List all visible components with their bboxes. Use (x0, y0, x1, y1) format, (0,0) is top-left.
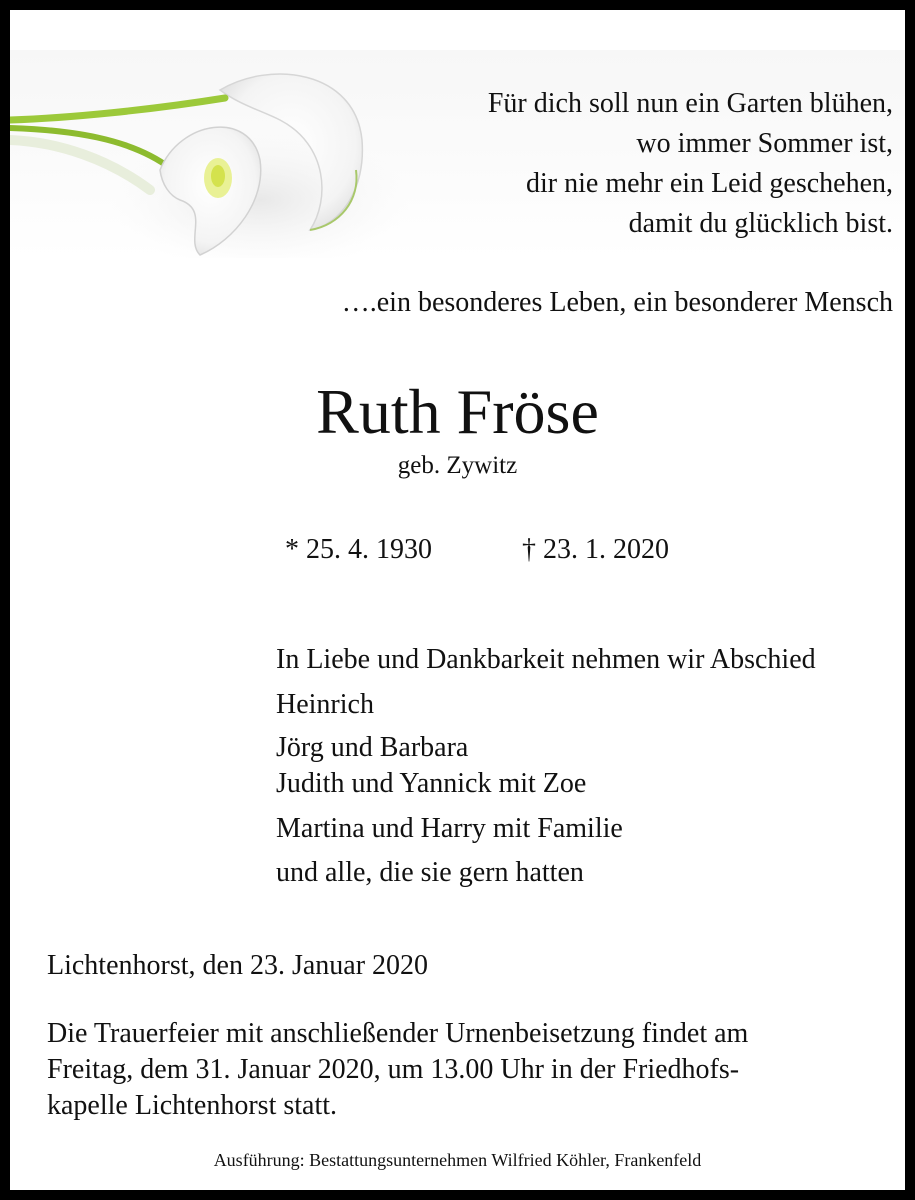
mourners-list (276, 640, 816, 892)
birth-date: * 25. 4. 1930 (285, 534, 432, 565)
funeral-service-info (47, 1016, 887, 1124)
undertaker-credit: Ausführung: Bestattungsunternehmen Wilfried Köhler, Frankenfeld (213, 1150, 702, 1170)
deceased-name: Ruth Fröse (316, 376, 599, 447)
maiden-name: geb. Zywitz (397, 452, 518, 479)
poem-line: damit du glücklich bist. (628, 208, 893, 239)
service-line: kapelle Lichtenhorst statt. (47, 1090, 338, 1121)
mourner: Heinrich (276, 689, 374, 720)
header-banner (10, 50, 905, 258)
poem-line: wo immer Sommer ist, (636, 128, 893, 159)
tagline: ….ein besonderes Leben, ein besonderer Mensch (341, 287, 893, 318)
farewell-intro: In Liebe und Dankbarkeit nehmen wir Abschied (276, 644, 816, 675)
calla-lily-icon (10, 50, 410, 258)
poem-line: Für dich soll nun ein Garten blühen, (487, 88, 893, 119)
place-and-date: Lichtenhorst, den 23. Januar 2020 (47, 950, 429, 981)
mourner: Jörg und Barbara (276, 732, 469, 763)
poem-line: dir nie mehr ein Leid geschehen, (526, 168, 893, 199)
death-date: † 23. 1. 2020 (522, 534, 669, 565)
mourner: und alle, die sie gern hatten (276, 857, 584, 888)
memorial-poem (488, 84, 893, 244)
service-line: Freitag, dem 31. Januar 2020, um 13.00 Uhr in der Friedhofs- (47, 1054, 740, 1085)
mourner: Martina und Harry mit Familie (276, 813, 623, 844)
mourner: Judith und Yannick mit Zoe (276, 768, 587, 799)
service-line: Die Trauerfeier mit anschließender Urnenbeisetzung findet am (47, 1018, 749, 1049)
